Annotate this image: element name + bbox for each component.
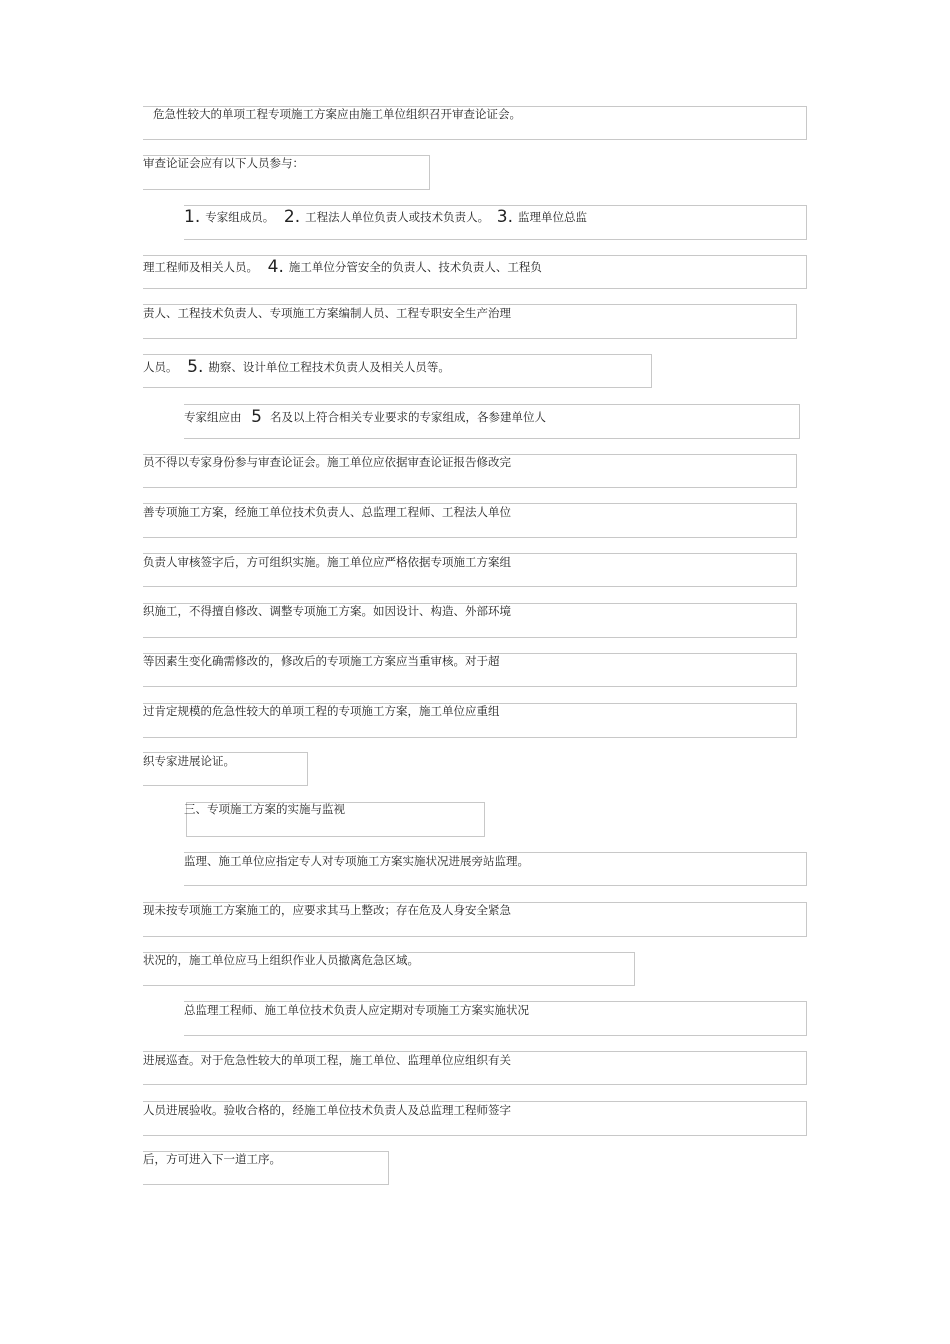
paragraph-line: 总监理工程师、施工单位技术负责人应定期对专项施工方案实施状况: [184, 1003, 529, 1017]
paragraph-line: 织施工，不得擅自修改、调整专项施工方案。如因设计、构造、外部环境: [143, 604, 511, 618]
list-text: 监理单位总监: [518, 210, 588, 224]
list-text: 工程法人单位负责人或技术负责人。: [305, 210, 490, 224]
participant-list-line: [143, 258, 542, 275]
text-span: 名及以上符合相关专业要求的专家组成，各参建单位人: [269, 410, 546, 424]
participant-list-line: [143, 358, 450, 375]
list-text: 施工单位分管安全的负责人、技术负责人、工程负: [288, 260, 542, 274]
paragraph-line: 危急性较大的单项工程专项施工方案应由施工单位组织召开审查论证会。: [153, 107, 521, 121]
paragraph-line: 现未按专项施工方案施工的，应要求其马上整改；存在危及人身安全紧急: [143, 903, 511, 917]
inline-number: 5: [251, 407, 262, 427]
paragraph-line: 负责人审核签字后，方可组织实施。施工单位应严格依据专项施工方案组: [143, 555, 511, 569]
paragraph-line: 责人、工程技术负责人、专项施工方案编制人员、工程专职安全生产治理: [143, 306, 511, 320]
list-number: 1.: [184, 207, 201, 227]
paragraph-line: 进展巡查。对于危急性较大的单项工程，施工单位、监理单位应组织有关: [143, 1053, 511, 1067]
list-text: 理工程师及相关人员。: [143, 260, 258, 274]
paragraph-line: 审查论证会应有以下人员参与：: [143, 156, 304, 170]
section-heading: 三、专项施工方案的实施与监视: [184, 802, 345, 816]
paragraph-line: 等因素生变化确需修改的，修改后的专项施工方案应当重审核。对于超: [143, 654, 500, 668]
list-text: 勘察、设计单位工程技术负责人及相关人员等。: [208, 360, 450, 374]
list-text: 专家组成员。: [205, 210, 275, 224]
paragraph-line: 织专家进展论证。: [143, 754, 235, 768]
paragraph-line: 状况的，施工单位应马上组织作业人员撤离危急区域。: [143, 953, 419, 967]
list-number: 3.: [496, 207, 514, 227]
list-number: 4.: [267, 257, 284, 277]
paragraph-line: 后，方可进入下一道工序。: [143, 1152, 281, 1166]
list-number: 2.: [283, 207, 301, 227]
paragraph-line: [184, 408, 546, 425]
paragraph-line: 过肯定规模的危急性较大的单项工程的专项施工方案，施工单位应重组: [143, 704, 500, 718]
paragraph-line: 人员进展验收。验收合格的，经施工单位技术负责人及总监理工程师签字: [143, 1103, 511, 1117]
paragraph-line: 员不得以专家身份参与审查论证会。施工单位应依据审查论证报告修改完: [143, 455, 511, 469]
list-number: 5.: [187, 357, 204, 377]
paragraph-line: 监理、施工单位应指定专人对专项施工方案实施状况进展旁站监理。: [184, 854, 529, 868]
paragraph-line: 善专项施工方案，经施工单位技术负责人、总监理工程师、工程法人单位: [143, 505, 511, 519]
list-text: 人员。: [143, 360, 178, 374]
participant-list-line: [184, 208, 587, 225]
text-span: 专家组应由: [184, 410, 242, 424]
